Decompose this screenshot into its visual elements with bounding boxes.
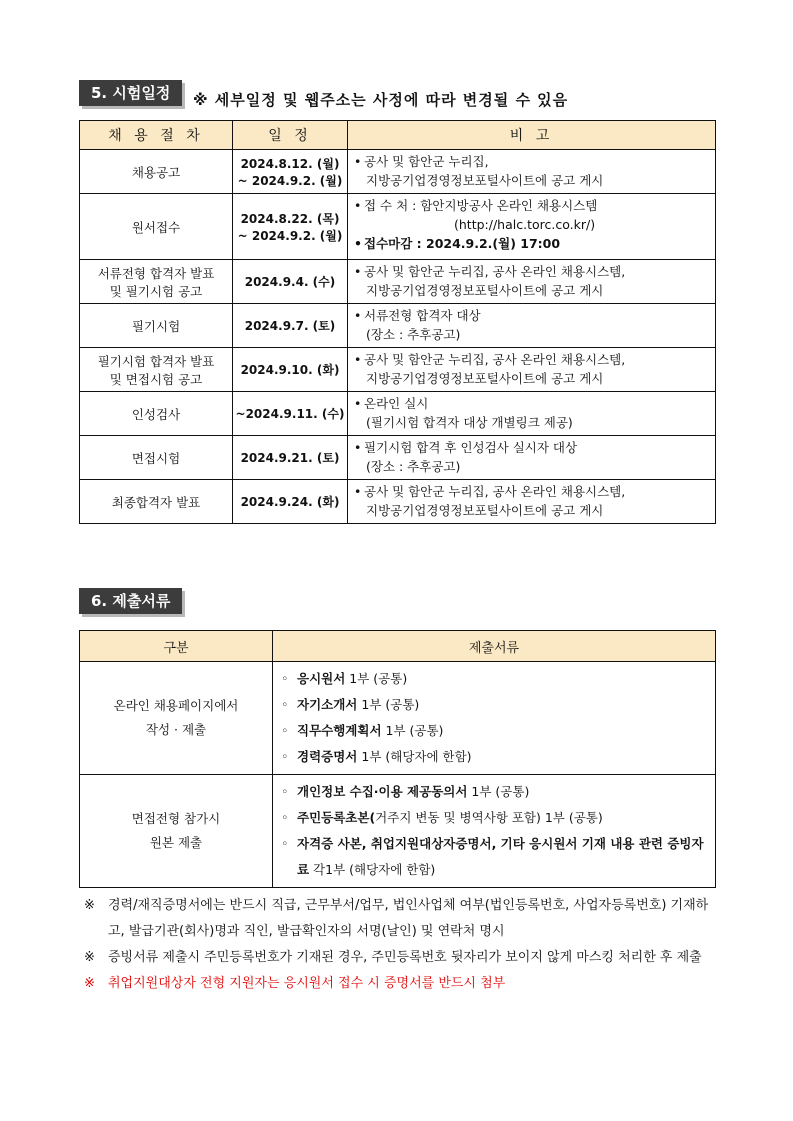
table-row xyxy=(80,436,716,480)
stage-cell: 필기시험 xyxy=(80,304,233,348)
table-row xyxy=(80,260,716,304)
notes-cell: • 공사 및 함안군 누리집, 공사 온라인 채용시스템, 지방공기업경영정보포털사이트에 공고 게시 xyxy=(348,348,716,392)
date-cell: 2024.8.22. (목) ~ 2024.9.2. (월) xyxy=(233,194,348,260)
notes-cell: • 서류전형 합격자 대상 (장소 : 추후공고) xyxy=(348,304,716,348)
section-5-title: 5. 시험일정 xyxy=(79,80,182,106)
table-row xyxy=(80,775,716,888)
notes-cell: • 공사 및 함안군 누리집, 공사 온라인 채용시스템, 지방공기업경영정보포털사이트에 공고 게시 xyxy=(348,260,716,304)
stage-cell: 채용공고 xyxy=(80,150,233,194)
table-row xyxy=(80,392,716,436)
date-cell: 2024.9.24. (화) xyxy=(233,480,348,524)
documents-cell xyxy=(273,662,716,775)
date-cell: 2024.9.10. (화) xyxy=(233,348,348,392)
stage-cell: 필기시험 합격자 발표 및 면접시험 공고 xyxy=(80,348,233,392)
date-cell: ~2024.9.11. (수) xyxy=(233,392,348,436)
date-cell: 2024.9.4. (수) xyxy=(233,260,348,304)
notes-cell: • 필기시험 합격 후 인성검사 실시자 대상 (장소 : 추후공고) xyxy=(348,436,716,480)
list-item: ◦ 개인정보 수집·이용 제공동의서 1부 (공통) xyxy=(281,784,530,799)
schedule-table xyxy=(79,120,716,524)
header-date: 일 정 xyxy=(233,121,348,150)
list-item: ◦ 주민등록초본(거주지 변동 및 병역사항 포함) 1부 (공통) xyxy=(281,810,603,825)
stage-cell: 서류전형 합격자 발표 및 필기시험 공고 xyxy=(80,260,233,304)
table-row xyxy=(80,150,716,194)
footnote: ※ 증빙서류 제출시 주민등록번호가 기재된 경우, 주민등록번호 뒷자리가 보이지 않게 마스킹 처리한 후 제출 xyxy=(84,950,702,965)
table-row xyxy=(80,194,716,260)
category-cell: 온라인 채용페이지에서 작성 · 제출 xyxy=(80,662,273,775)
header-category: 구분 xyxy=(80,631,273,662)
stage-cell: 면접시험 xyxy=(80,436,233,480)
table-row xyxy=(80,662,716,775)
footnote-warning: ※ 취업지원대상자 전형 지원자는 응시원서 접수 시 증명서를 반드시 첨부 xyxy=(84,976,506,991)
table-row xyxy=(80,480,716,524)
date-cell: 2024.9.7. (토) xyxy=(233,304,348,348)
table-header-row xyxy=(80,631,716,662)
documents-table xyxy=(79,630,716,888)
stage-cell: 최종합격자 발표 xyxy=(80,480,233,524)
notes-cell: • 접 수 처 : 함안지방공사 온라인 채용시스템 (http://halc.torc.co.kr/) • 접수마감 : 2024.9.2.(월) 17:00 xyxy=(348,194,716,260)
list-item: ◦ 응시원서 1부 (공통) xyxy=(281,671,408,686)
notes-cell: • 공사 및 함안군 누리집, 지방공기업경영정보포털사이트에 공고 게시 xyxy=(348,150,716,194)
notes-cell: • 온라인 실시 (필기시험 합격자 대상 개별링크 제공) xyxy=(348,392,716,436)
documents-cell xyxy=(273,775,716,888)
list-item: ◦ 직무수행계획서 1부 (공통) xyxy=(281,723,444,738)
list-item: ◦ 경력증명서 1부 (해당자에 한함) xyxy=(281,749,472,764)
section-6-title: 6. 제출서류 xyxy=(79,588,182,614)
list-item: ◦ 자격증 사본, 취업지원대상자증명서, 기타 응시원서 기재 내용 관련 증빙자료 각1부 (해당자에 한함) xyxy=(281,836,704,877)
footnote: ※ 경력/재직증명서에는 반드시 직급, 근무부서/업무, 법인사업체 여부(법인등록번호, 사업자등록번호) 기재하고, 발급기관(회사)명과 직인, 발급확인자의 서명(날인) 및 연락처 명시 xyxy=(84,898,709,939)
table-row xyxy=(80,348,716,392)
footnotes xyxy=(84,893,716,997)
header-stage: 채 용 절 차 xyxy=(80,121,233,150)
notes-cell: • 공사 및 함안군 누리집, 공사 온라인 채용시스템, 지방공기업경영정보포털사이트에 공고 게시 xyxy=(348,480,716,524)
header-notes: 비 고 xyxy=(348,121,716,150)
category-cell: 면접전형 참가시 원본 제출 xyxy=(80,775,273,888)
list-item: ◦ 자기소개서 1부 (공통) xyxy=(281,697,420,712)
table-header-row xyxy=(80,121,716,150)
schedule-notice: ※ 세부일정 및 웹주소는 사정에 따라 변경될 수 있음 xyxy=(193,91,569,109)
date-cell: 2024.9.21. (토) xyxy=(233,436,348,480)
stage-cell: 인성검사 xyxy=(80,392,233,436)
date-cell: 2024.8.12. (월) ~ 2024.9.2. (월) xyxy=(233,150,348,194)
table-row xyxy=(80,304,716,348)
stage-cell: 원서접수 xyxy=(80,194,233,260)
header-documents: 제출서류 xyxy=(273,631,716,662)
